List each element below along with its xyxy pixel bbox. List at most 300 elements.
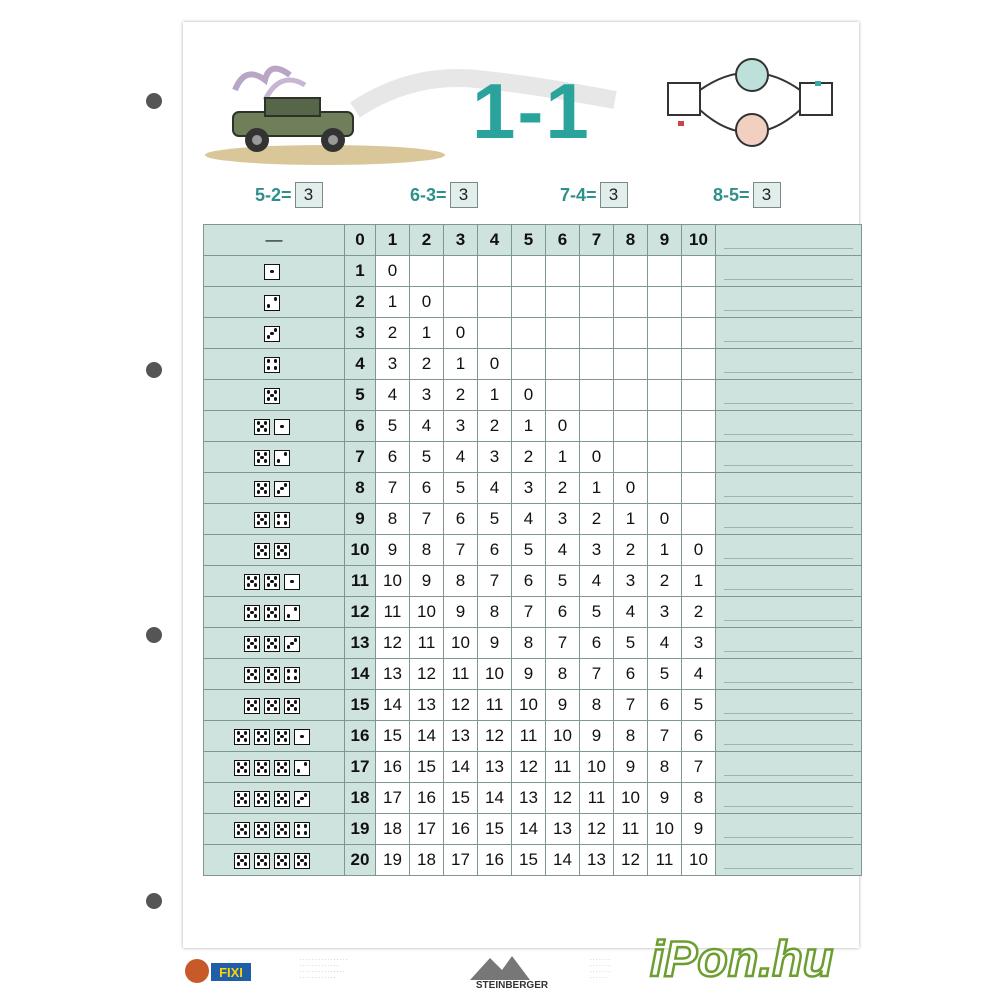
- result-cell: [648, 256, 682, 287]
- row-number: 16: [345, 721, 376, 752]
- result-cell: [682, 442, 716, 473]
- result-cell: 9: [580, 721, 614, 752]
- equation-expression: 6-3=: [410, 184, 447, 205]
- minus-sign: —: [204, 225, 345, 256]
- result-cell: 9: [410, 566, 444, 597]
- result-cell: 0: [478, 349, 512, 380]
- result-cell: 12: [512, 752, 546, 783]
- row-number: 7: [345, 442, 376, 473]
- table-row: [204, 349, 862, 380]
- result-cell: 1: [444, 349, 478, 380]
- result-cell: 6: [614, 659, 648, 690]
- die-5-icon: [264, 605, 280, 621]
- die-1-icon: [294, 729, 310, 745]
- result-cell: [444, 287, 478, 318]
- distributor-info: · · · · · · · · · · · · · · · · · · · · · · · · · · ·: [590, 957, 610, 981]
- result-cell: 3: [478, 442, 512, 473]
- result-cell: 14: [546, 845, 580, 876]
- die-2-icon: [274, 450, 290, 466]
- page-title: 1-1: [472, 67, 591, 155]
- notes-cell: [716, 225, 862, 256]
- result-cell: 19: [376, 845, 410, 876]
- result-cell: 10: [648, 814, 682, 845]
- result-cell: [614, 287, 648, 318]
- die-5-icon: [234, 853, 250, 869]
- result-cell: 8: [546, 659, 580, 690]
- row-number: 13: [345, 628, 376, 659]
- result-cell: [614, 380, 648, 411]
- table-row: [204, 752, 862, 783]
- result-cell: 5: [614, 628, 648, 659]
- dice-cell: [204, 442, 345, 473]
- dice-cell: [204, 380, 345, 411]
- result-cell: 1: [580, 473, 614, 504]
- result-cell: 15: [410, 752, 444, 783]
- answer-box: 3: [600, 182, 628, 208]
- result-cell: 3: [444, 411, 478, 442]
- result-cell: [648, 473, 682, 504]
- result-cell: [648, 349, 682, 380]
- table-row: [204, 721, 862, 752]
- die-1-icon: [274, 419, 290, 435]
- result-cell: 5: [444, 473, 478, 504]
- result-cell: [410, 256, 444, 287]
- binder-hole: [146, 893, 162, 909]
- result-cell: 6: [682, 721, 716, 752]
- die-5-icon: [264, 574, 280, 590]
- column-header: 10: [682, 225, 716, 256]
- row-number: 20: [345, 845, 376, 876]
- table-row: [204, 814, 862, 845]
- result-cell: 10: [512, 690, 546, 721]
- die-5-icon: [234, 822, 250, 838]
- result-cell: 7: [512, 597, 546, 628]
- result-cell: 2: [580, 504, 614, 535]
- column-header: 3: [444, 225, 478, 256]
- result-cell: 16: [444, 814, 478, 845]
- result-cell: 13: [410, 690, 444, 721]
- column-header: 9: [648, 225, 682, 256]
- table-header-row: [204, 225, 862, 256]
- notes-cell: [716, 535, 862, 566]
- die-5-icon: [274, 853, 290, 869]
- result-cell: 7: [614, 690, 648, 721]
- result-cell: 2: [614, 535, 648, 566]
- notes-cell: [716, 380, 862, 411]
- subtraction-table: [203, 224, 862, 876]
- result-cell: 15: [478, 814, 512, 845]
- result-cell: 3: [614, 566, 648, 597]
- result-cell: 2: [376, 318, 410, 349]
- result-cell: 3: [580, 535, 614, 566]
- result-cell: 11: [580, 783, 614, 814]
- result-cell: 9: [444, 597, 478, 628]
- result-cell: [478, 318, 512, 349]
- result-cell: 6: [444, 504, 478, 535]
- notes-cell: [716, 256, 862, 287]
- column-header: 2: [410, 225, 444, 256]
- result-cell: 14: [376, 690, 410, 721]
- result-cell: 9: [648, 783, 682, 814]
- result-cell: 8: [410, 535, 444, 566]
- result-cell: 4: [444, 442, 478, 473]
- table-row: [204, 535, 862, 566]
- result-cell: 10: [614, 783, 648, 814]
- result-cell: 10: [478, 659, 512, 690]
- result-cell: 0: [682, 535, 716, 566]
- table-row: [204, 659, 862, 690]
- result-cell: [614, 256, 648, 287]
- notes-cell: [716, 504, 862, 535]
- result-cell: [682, 504, 716, 535]
- result-cell: 13: [512, 783, 546, 814]
- result-cell: 7: [682, 752, 716, 783]
- dice-cell: [204, 752, 345, 783]
- result-cell: 2: [648, 566, 682, 597]
- result-cell: 13: [580, 845, 614, 876]
- binder-hole: [146, 93, 162, 109]
- result-cell: 4: [682, 659, 716, 690]
- result-cell: 8: [648, 752, 682, 783]
- result-cell: 10: [376, 566, 410, 597]
- dice-cell: [204, 535, 345, 566]
- result-cell: 7: [546, 628, 580, 659]
- result-cell: [546, 380, 580, 411]
- result-cell: 1: [410, 318, 444, 349]
- result-cell: [682, 318, 716, 349]
- table-row: [204, 287, 862, 318]
- die-5-icon: [254, 822, 270, 838]
- result-cell: 8: [580, 690, 614, 721]
- die-2-icon: [284, 605, 300, 621]
- binder-hole: [146, 362, 162, 378]
- result-cell: 0: [376, 256, 410, 287]
- die-5-icon: [274, 729, 290, 745]
- result-cell: 9: [512, 659, 546, 690]
- result-cell: [614, 411, 648, 442]
- result-cell: 15: [376, 721, 410, 752]
- result-cell: 12: [478, 721, 512, 752]
- example-equation: [560, 182, 628, 208]
- result-cell: 10: [546, 721, 580, 752]
- die-2-icon: [294, 760, 310, 776]
- fixi-logo: [183, 953, 253, 989]
- watermark: iPon.hu: [650, 931, 834, 987]
- result-cell: 15: [444, 783, 478, 814]
- die-1-icon: [284, 574, 300, 590]
- dice-cell: [204, 256, 345, 287]
- result-cell: [682, 411, 716, 442]
- die-5-icon: [254, 543, 270, 559]
- result-cell: 6: [410, 473, 444, 504]
- notes-cell: [716, 566, 862, 597]
- result-cell: 7: [580, 659, 614, 690]
- result-cell: 5: [512, 535, 546, 566]
- dice-cell: [204, 349, 345, 380]
- die-5-icon: [244, 605, 260, 621]
- result-cell: 16: [376, 752, 410, 783]
- result-cell: 1: [376, 287, 410, 318]
- result-cell: [648, 411, 682, 442]
- result-cell: 12: [376, 628, 410, 659]
- result-cell: 11: [410, 628, 444, 659]
- die-5-icon: [274, 791, 290, 807]
- result-cell: 7: [648, 721, 682, 752]
- notes-cell: [716, 690, 862, 721]
- die-5-icon: [274, 822, 290, 838]
- column-header: 0: [345, 225, 376, 256]
- result-cell: 5: [648, 659, 682, 690]
- result-cell: 13: [478, 752, 512, 783]
- example-equation: [255, 182, 323, 208]
- column-header: 4: [478, 225, 512, 256]
- result-cell: 9: [682, 814, 716, 845]
- dice-cell: [204, 504, 345, 535]
- result-cell: 6: [478, 535, 512, 566]
- table-row: [204, 380, 862, 411]
- result-cell: 9: [614, 752, 648, 783]
- result-cell: 14: [478, 783, 512, 814]
- result-cell: 6: [546, 597, 580, 628]
- result-cell: [648, 442, 682, 473]
- result-cell: [546, 318, 580, 349]
- result-cell: 14: [410, 721, 444, 752]
- result-cell: 0: [512, 380, 546, 411]
- publisher-info: · · · · · · · · · · · · · · · · · · · · · · · · · · · · · · · · · · · · · · · · · · · · · · · · · · · · · · · ·: [300, 957, 348, 981]
- row-number: 10: [345, 535, 376, 566]
- result-cell: [648, 380, 682, 411]
- result-cell: 1: [648, 535, 682, 566]
- die-4-icon: [294, 822, 310, 838]
- result-cell: 8: [682, 783, 716, 814]
- result-cell: 4: [546, 535, 580, 566]
- table-row: [204, 473, 862, 504]
- die-5-icon: [254, 853, 270, 869]
- row-number: 1: [345, 256, 376, 287]
- table-row: [204, 318, 862, 349]
- example-equation: [713, 182, 781, 208]
- result-cell: 8: [614, 721, 648, 752]
- result-cell: 4: [410, 411, 444, 442]
- notes-cell: [716, 721, 862, 752]
- result-cell: [478, 287, 512, 318]
- result-cell: 7: [376, 473, 410, 504]
- die-5-icon: [284, 698, 300, 714]
- result-cell: 11: [376, 597, 410, 628]
- dice-cell: [204, 473, 345, 504]
- result-cell: 12: [614, 845, 648, 876]
- result-cell: 2: [546, 473, 580, 504]
- result-cell: [580, 287, 614, 318]
- result-cell: 2: [478, 411, 512, 442]
- result-cell: 6: [376, 442, 410, 473]
- result-cell: 1: [682, 566, 716, 597]
- result-cell: 0: [410, 287, 444, 318]
- result-cell: 6: [648, 690, 682, 721]
- notes-cell: [716, 814, 862, 845]
- result-cell: [512, 287, 546, 318]
- result-cell: 18: [410, 845, 444, 876]
- notes-cell: [716, 752, 862, 783]
- result-cell: 10: [580, 752, 614, 783]
- result-cell: 1: [614, 504, 648, 535]
- result-cell: 8: [444, 566, 478, 597]
- result-cell: 8: [376, 504, 410, 535]
- result-cell: 10: [682, 845, 716, 876]
- result-cell: 12: [410, 659, 444, 690]
- notes-cell: [716, 628, 862, 659]
- row-number: 15: [345, 690, 376, 721]
- row-number: 9: [345, 504, 376, 535]
- dice-cell: [204, 597, 345, 628]
- result-cell: [580, 411, 614, 442]
- result-cell: 4: [478, 473, 512, 504]
- table-row: [204, 256, 862, 287]
- result-cell: [614, 349, 648, 380]
- dice-cell: [204, 628, 345, 659]
- result-cell: 16: [410, 783, 444, 814]
- dice-cell: [204, 721, 345, 752]
- notes-cell: [716, 597, 862, 628]
- result-cell: 3: [546, 504, 580, 535]
- die-5-icon: [294, 853, 310, 869]
- notes-cell: [716, 845, 862, 876]
- die-5-icon: [274, 760, 290, 776]
- result-cell: 13: [546, 814, 580, 845]
- die-5-icon: [244, 698, 260, 714]
- result-cell: 9: [376, 535, 410, 566]
- result-cell: 2: [444, 380, 478, 411]
- result-cell: [614, 318, 648, 349]
- result-cell: [580, 256, 614, 287]
- die-3-icon: [294, 791, 310, 807]
- die-5-icon: [244, 667, 260, 683]
- dice-cell: [204, 411, 345, 442]
- result-cell: 12: [580, 814, 614, 845]
- die-5-icon: [244, 636, 260, 652]
- dice-cell: [204, 690, 345, 721]
- dice-cell: [204, 783, 345, 814]
- dice-cell: [204, 814, 345, 845]
- result-cell: 11: [444, 659, 478, 690]
- row-number: 17: [345, 752, 376, 783]
- row-number: 3: [345, 318, 376, 349]
- die-5-icon: [264, 636, 280, 652]
- row-number: 12: [345, 597, 376, 628]
- result-cell: 5: [546, 566, 580, 597]
- column-header: 5: [512, 225, 546, 256]
- svg-text:STEINBERGER: STEINBERGER: [475, 980, 549, 990]
- dice-cell: [204, 318, 345, 349]
- row-number: 18: [345, 783, 376, 814]
- result-cell: 12: [444, 690, 478, 721]
- die-3-icon: [274, 481, 290, 497]
- die-5-icon: [254, 512, 270, 528]
- column-header: 6: [546, 225, 580, 256]
- result-cell: 8: [512, 628, 546, 659]
- result-cell: [444, 256, 478, 287]
- dice-cell: [204, 845, 345, 876]
- binder-hole: [146, 627, 162, 643]
- result-cell: 9: [478, 628, 512, 659]
- result-cell: [546, 256, 580, 287]
- die-5-icon: [254, 791, 270, 807]
- result-cell: [648, 318, 682, 349]
- result-cell: 17: [410, 814, 444, 845]
- die-4-icon: [274, 512, 290, 528]
- row-number: 2: [345, 287, 376, 318]
- column-header: 7: [580, 225, 614, 256]
- column-header: 1: [376, 225, 410, 256]
- result-cell: 2: [512, 442, 546, 473]
- result-cell: 5: [376, 411, 410, 442]
- die-5-icon: [234, 791, 250, 807]
- result-cell: 15: [512, 845, 546, 876]
- result-cell: [682, 380, 716, 411]
- result-cell: 1: [478, 380, 512, 411]
- result-cell: 10: [444, 628, 478, 659]
- result-cell: 0: [580, 442, 614, 473]
- result-cell: [546, 349, 580, 380]
- result-cell: 14: [512, 814, 546, 845]
- result-cell: [648, 287, 682, 318]
- table-row: [204, 628, 862, 659]
- result-cell: 7: [444, 535, 478, 566]
- die-3-icon: [264, 326, 280, 342]
- die-1-icon: [264, 264, 280, 280]
- result-cell: 4: [580, 566, 614, 597]
- notes-cell: [716, 659, 862, 690]
- die-5-icon: [254, 481, 270, 497]
- result-cell: 5: [580, 597, 614, 628]
- result-cell: 5: [410, 442, 444, 473]
- notes-cell: [716, 318, 862, 349]
- result-cell: 2: [682, 597, 716, 628]
- die-3-icon: [284, 636, 300, 652]
- notes-cell: [716, 287, 862, 318]
- answer-box: 3: [450, 182, 478, 208]
- die-5-icon: [234, 729, 250, 745]
- die-5-icon: [254, 419, 270, 435]
- result-cell: 2: [410, 349, 444, 380]
- die-5-icon: [244, 574, 260, 590]
- result-cell: [682, 287, 716, 318]
- result-cell: 16: [478, 845, 512, 876]
- die-5-icon: [254, 760, 270, 776]
- result-cell: 0: [614, 473, 648, 504]
- die-5-icon: [264, 388, 280, 404]
- subtraction-diagram: [660, 55, 840, 155]
- table-row: [204, 442, 862, 473]
- result-cell: 4: [376, 380, 410, 411]
- die-4-icon: [264, 357, 280, 373]
- answer-box: 3: [753, 182, 781, 208]
- answer-box: 3: [295, 182, 323, 208]
- result-cell: 9: [546, 690, 580, 721]
- result-cell: 4: [512, 504, 546, 535]
- die-2-icon: [264, 295, 280, 311]
- result-cell: 1: [546, 442, 580, 473]
- table-row: [204, 566, 862, 597]
- die-5-icon: [274, 543, 290, 559]
- result-cell: 13: [444, 721, 478, 752]
- result-cell: [580, 349, 614, 380]
- result-cell: 3: [512, 473, 546, 504]
- table-row: [204, 411, 862, 442]
- row-number: 19: [345, 814, 376, 845]
- steinberger-logo: [450, 950, 580, 990]
- die-5-icon: [264, 698, 280, 714]
